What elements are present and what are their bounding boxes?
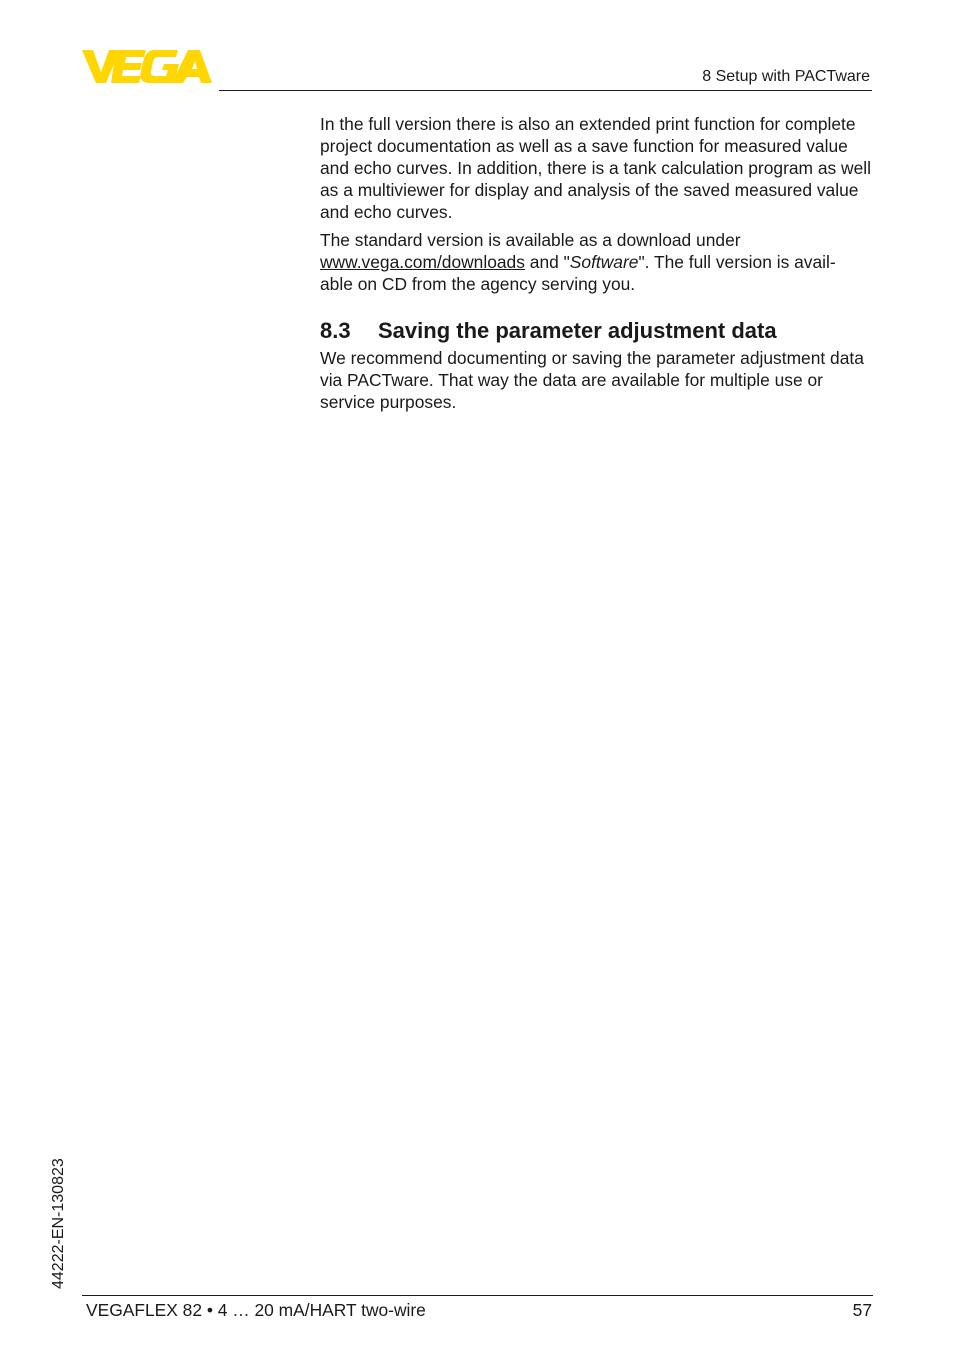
footer-product-name: VEGAFLEX 82 • 4 … 20 mA/HART two-wire — [86, 1300, 426, 1320]
downloads-link[interactable]: www.vega.com/downloads — [320, 252, 525, 272]
header-divider — [219, 90, 872, 91]
vega-logo — [82, 50, 212, 84]
document-id: 44222-EN-130823 — [50, 1158, 67, 1289]
software-emphasis: Software — [569, 252, 639, 272]
footer-divider — [82, 1295, 873, 1296]
section-heading — [320, 317, 876, 345]
page-number: 57 — [852, 1300, 872, 1320]
paragraph-full-version: In the full version there is also an extended print function for complete project documentation as well as a save function for measured value and echo curves. In addition, there is a tank calculation program as well as a multiviewer for display and analysis of the saved measured value and echo curves. — [320, 114, 872, 222]
paragraph-standard-version — [320, 229, 876, 295]
paragraph-saving-data: We recommend documenting or saving the parameter adjustment data via PACTware. That way the data are available for multiple use or service purposes. — [320, 348, 864, 412]
paragraph-text: The standard version is available as a download under — [320, 230, 741, 250]
paragraph-text: ". The full version is avail- — [638, 252, 836, 272]
main-content — [320, 113, 876, 419]
paragraph-text: able on CD from the agency serving you. — [320, 274, 636, 294]
section-title: Saving the parameter adjustment data — [378, 318, 777, 343]
section-number: 8.3 — [320, 318, 351, 343]
header-section-title: 8 Setup with PACTware — [702, 68, 870, 85]
paragraph-text: and " — [524, 252, 570, 272]
